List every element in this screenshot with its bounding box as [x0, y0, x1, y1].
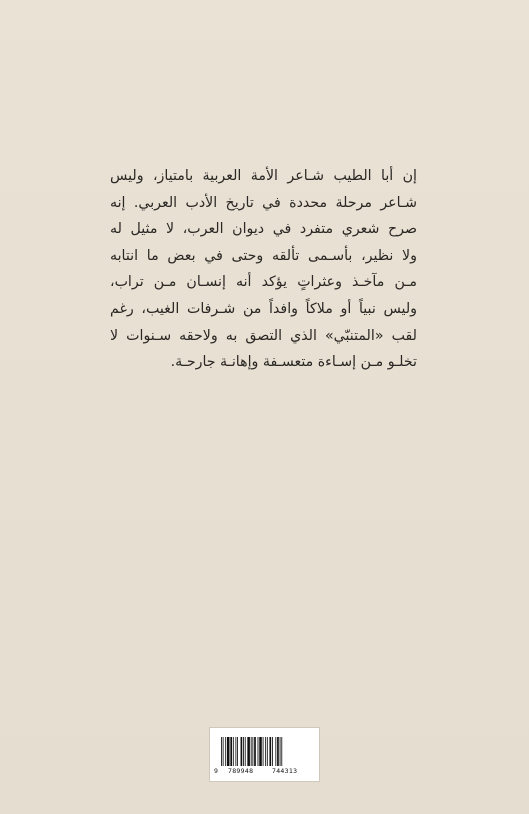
barcode-bar: [265, 737, 266, 766]
blurb-line: صرح شعري متفرد في ديوان العرب، لا مثيل له: [110, 221, 417, 238]
blurb-line: ولا نظير، بأسـمى تألقه وحتى في بعض ما انتابه: [110, 247, 417, 264]
blurb-line: إن أبا الطيب شـاعر الأمة العربية بامتياز، وليس: [110, 168, 417, 184]
barcode-bar: [259, 737, 262, 766]
barcode-bar: [280, 737, 281, 766]
barcode-bar: [237, 737, 238, 766]
barcode-bar: [281, 737, 282, 766]
blurb-line: تخلـو مـن إسـاءة متعسـفة وإهانـة جارحـة.: [170, 354, 417, 371]
blurb-line: لقب «المتنبّي» الذي التصق به ولاحقه سـنوات لا: [110, 327, 417, 344]
barcode-bar: [243, 737, 244, 766]
barcode-bar: [251, 737, 252, 766]
barcode-digits-left: 789948: [228, 767, 254, 775]
barcode-bar: [227, 737, 230, 766]
barcode-bar: [258, 737, 259, 766]
barcode-digit-first: 9: [214, 767, 219, 775]
barcode-bar: [247, 737, 250, 766]
blurb-line: مـن مآخـذ وعثراتٍ يؤكد أنه إنسـان مـن تراب،: [110, 274, 417, 291]
barcode-bar: [252, 737, 253, 766]
blurb-line: وليس نبياً أو ملاكاً وافداً من شـرفات الغيب، رغم: [110, 300, 417, 317]
barcode-digits-right: 744313: [272, 767, 298, 775]
barcode-bars: [221, 737, 310, 766]
barcode-bar: [223, 737, 224, 766]
barcode-bar: [233, 737, 234, 766]
barcode-bar: [267, 737, 268, 766]
barcode-bar: [272, 737, 273, 766]
blurb-text: [110, 163, 417, 376]
barcode-bar: [225, 737, 226, 766]
barcode-bar: [275, 737, 276, 766]
barcode-bar: [221, 737, 222, 766]
barcode-label: [209, 727, 320, 782]
barcode-bar: [277, 737, 279, 766]
barcode-bar: [263, 737, 264, 766]
barcode-bar: [245, 737, 246, 766]
barcode-bar: [230, 737, 232, 766]
blurb-line: شـاعر مرحلة محددة في تاريخ الأدب العربي. إنه: [110, 194, 417, 211]
barcode-bar: [269, 737, 271, 766]
barcode-bar: [254, 737, 256, 766]
barcode-bar: [241, 737, 243, 766]
barcode-bar: [235, 737, 236, 766]
